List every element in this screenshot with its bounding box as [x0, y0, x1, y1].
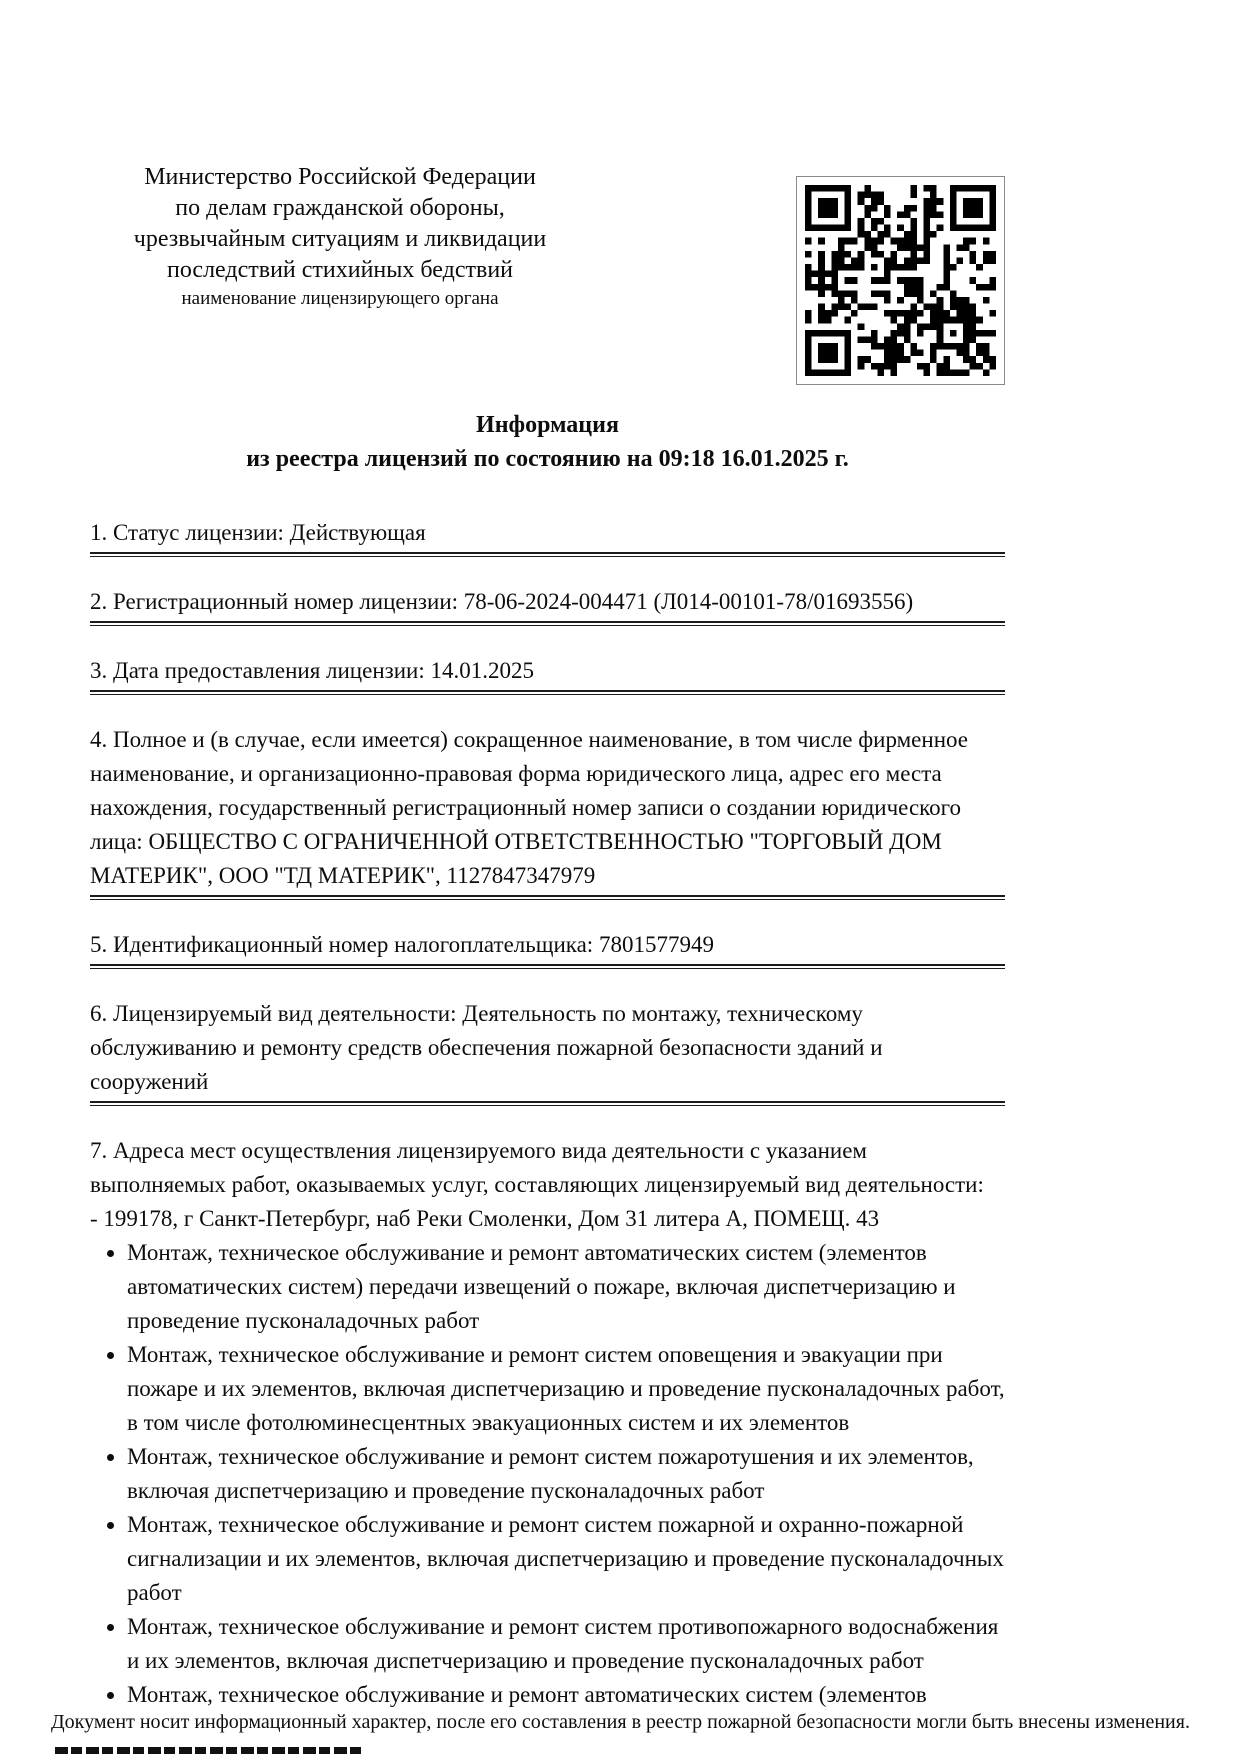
field-activity-addresses [90, 1134, 1005, 1712]
work-item: • Монтаж, техническое обслуживание и ремонт автоматических систем (элементов автоматических систем) передачи извещений о пожаре, включая диспетчеризацию и проведение пусконаладочных работ [127, 1236, 1005, 1338]
ministry-name-line: последствий стихийных бедствий [166, 257, 514, 283]
document-title: Информация [476, 412, 619, 438]
work-item: • Монтаж, техническое обслуживание и ремонт систем противопожарного водоснабжения и их элементов, включая диспетчеризацию и проведение пусконаладочных работ [127, 1610, 1005, 1678]
work-item: • Монтаж, техническое обслуживание и ремонт систем оповещения и эвакуации при пожаре и их элементов, включая диспетчеризацию и проведение пусконаладочных работ, в том числе фотолюминесцентных эвакуационных систем и их элементов [127, 1338, 1005, 1440]
work-item: • Монтаж, техническое обслуживание и ремонт систем пожаротушения и их элементов, включая диспетчеризацию и проведение пусконаладочных работ [127, 1440, 1005, 1508]
field-text: 5. Идентификационный номер налогоплательщика: 7801577949 [90, 932, 714, 957]
field-text: 6. Лицензируемый вид деятельности: Деятельность по монтажу, техническому обслуживанию и ремонту средств обеспечения пожарной безопасности зданий и сооружений [90, 1001, 883, 1094]
document-subtitle: из реестра лицензий по состоянию на 09:18 16.01.2025 г. [246, 446, 849, 472]
underline-rule [90, 1101, 1005, 1106]
authority-caption: наименование лицензирующего органа [181, 288, 499, 309]
underline-rule [90, 621, 1005, 626]
field-text: 2. Регистрационный номер лицензии: 78-06-2024-004471 (Л014-00101-78/01693556) [90, 589, 914, 614]
work-item: • Монтаж, техническое обслуживание и ремонт систем пожарной и охранно-пожарной сигнализации и их элементов, включая диспетчеризацию и проведение пусконаладочных работ [127, 1508, 1005, 1610]
ministry-name-line: по делам гражданской обороны, [175, 195, 505, 221]
work-item: • Монтаж, техническое обслуживание и ремонт автоматических систем (элементов [127, 1678, 1005, 1712]
registry-fields [90, 516, 1005, 1106]
field-license-status [90, 516, 1005, 557]
field-registration-number [90, 585, 1005, 626]
qr-code-image [805, 185, 996, 376]
underline-rule [90, 552, 1005, 557]
clipped-next-line [55, 1747, 362, 1754]
footer-note: Документ носит информационный характер, после его составления в реестр пожарной безопасности могли быть внесены изменения. [51, 1711, 1190, 1733]
field-legal-entity-name [90, 723, 1005, 900]
field-grant-date [90, 654, 1005, 695]
document-title-block [90, 408, 1005, 476]
ministry-name-line: Министерство Российской Федерации [144, 164, 536, 190]
document-header [90, 160, 1005, 386]
works-list [90, 1236, 1005, 1712]
field-taxpayer-number [90, 928, 1005, 969]
field-text: 1. Статус лицензии: Действующая [90, 520, 426, 545]
address-line: - 199178, г Санкт-Петербург, наб Реки Смоленки, Дом 31 литера А, ПОМЕЩ. 43 [90, 1206, 880, 1231]
qr-code-icon [796, 176, 1005, 385]
underline-rule [90, 895, 1005, 900]
licensing-authority-block [90, 160, 590, 310]
underline-rule [90, 690, 1005, 695]
ministry-name-line: чрезвычайным ситуациям и ликвидации [133, 226, 547, 252]
field-text: 4. Полное и (в случае, если имеется) сокращенное наименование, в том числе фирменное наименование, и организационно-правовая форма юридического лица, адрес его места нахождения, государственный регистрационный номер записи о создании юридического лица: ОБЩЕСТВО С ОГРАНИЧЕННОЙ ОТВЕТСТВЕННОСТЬЮ "ТОРГОВЫЙ ДОМ МАТЕРИК", ООО "ТД МАТЕРИК", 1127847347979 [90, 727, 968, 888]
underline-rule [90, 964, 1005, 969]
field-7-intro: 7. Адреса мест осуществления лицензируемого вида деятельности с указанием выполняемых работ, оказываемых услуг, составляющих лицензируемый вид деятельности: [90, 1138, 984, 1197]
field-text: 3. Дата предоставления лицензии: 14.01.2025 [90, 658, 534, 683]
field-licensed-activity [90, 997, 1005, 1106]
